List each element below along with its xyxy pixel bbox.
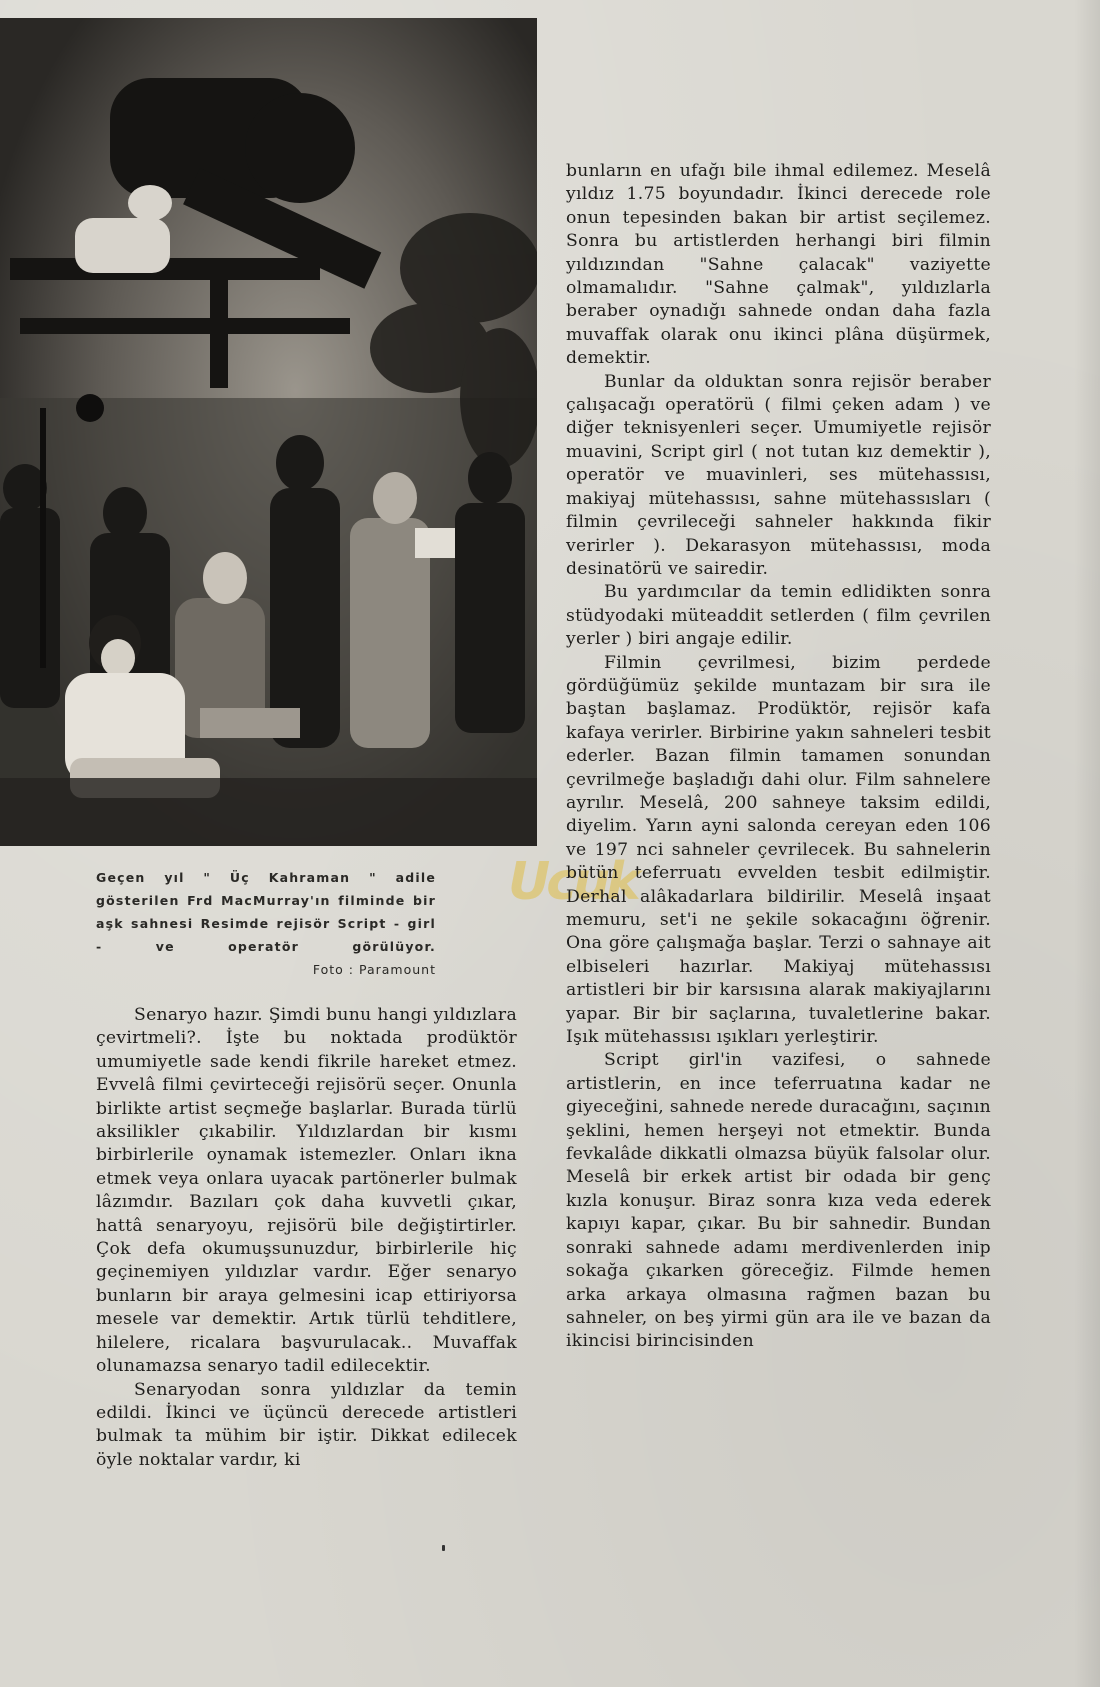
paragraph: Bu yardımcılar da temin edlidikten sonra stüdyodaki müteaddit setlerden ( film çevrilen yerler ) biri angaje edilir. <box>566 582 991 650</box>
paragraph: bunların en ufağı bile ihmal edilemez. Meselâ yıldız 1.75 boyundadır. İkinci derecede role onun tepesinden bakan bir artist seçilemez. Sonra bu artistlerden herhangi biri filmin yıldızından "Sahne çalacak" vaziyette olmamalıdır. "Sahne çalmak", yıldızlarla beraber oynadığı sahnede ondan daha fazla muvaffak olarak onu ikinci plâna düşürmek, demektir. <box>566 161 991 369</box>
photo-credit: Foto : Paramount <box>312 962 436 977</box>
film-set-photo <box>0 18 537 846</box>
article-right-column <box>566 160 991 1354</box>
paragraph: Senaryodan sonra yıldızlar da temin edildi. İkinci ve üçüncü derecede artistleri bulmak ta mühim bir iştir. Dikkat edilecek öyle noktalar vardır, ki <box>96 1379 517 1470</box>
paragraph: Filmin çevrilmesi, bizim perdede gördüğümüz şekilde muntazam bir sıra ile baştan başlamaz. Prodüktör, rejisör kafa kafaya verirler. Birbirine yakın sahneleri tesbit ederler. Bazan filmin tamamen sonundan çevrilmeğe başladığı dahi olur. Film sahnelere ayrılır. Meselâ, 200 sahneye taksim edildi, diyelim. Yarın ayni salonda cereyan eden 106 ve 197 nci sahneler çevrilecek. Bu sahnelerin bütün teferruatı evvelden tesbit edilmiştir. Derhal alâkadarlara bildirilir. Meselâ inşaat memuru, set'i ne şekile sokacağını öğrenir. Ona göre çalışmağa başlar. Terzi o sahnaye ait elbiseleri hazırlar. Makiyaj mütehassısı artistleri bir bir karsısına alarak makiyajlarını yapar. Bir bir saçlarına, tuvaletlerine bakar. Işık mütehassısı ışıkları yerleştirir. <box>566 652 991 1048</box>
paragraph: Bunlar da olduktan sonra rejisör beraber çalışacağı operatörü ( filmi çeken adam ) ve diğer teknisyenleri seçer. Umumiyetle rejisör muavini, Script girl ( not tutan kız demektir ), operatör ve muavinleri, ses mütehassısı, makiyaj mütehassısı, sahne mütehassısları ( filmin çevrileceği sahneler hakkında fikir verirler ). Dekarasyon mütehassısı, moda desinatörü ve sairedir. <box>566 371 991 579</box>
print-speck <box>442 1545 445 1551</box>
watermark-logo: Ucuk <box>508 852 637 912</box>
paragraph: Script girl'in vazifesi, o sahnede artistlerin, en ince teferruatına kadar ne giyeceğini, sahnede nerede duracağını, saçının şeklini, hemen herşeyi not etmektir. Bunda fevkalâde dikkatli olmazsa büyük falsolar olur. Meselâ bir erkek artist bir odada bir genç kızla konuşur. Biraz sonra kıza veda ederek kapıyı kapar, çıkar. Bu bir sahnedir. Bundan sonraki sahnede adamı merdivenlerden inip sokağa çıkarken göreceğiz. Filmde hemen arka arkaya olmasına rağmen bazan bu sahneler, on beş yirmi gün ara ile ve bazan da ikincisi birincisinden <box>566 1050 991 1352</box>
photo-caption <box>96 866 436 981</box>
caption-text: Geçen yıl " Üç Kahraman " adile gösterilen Frd MacMurray'ın filminde bir aşk sahnesi Resimde rejisör Script - girl - ve operatör görülüyor. <box>96 870 436 954</box>
article-left-column <box>96 1004 517 1472</box>
paragraph: Senaryo hazır. Şimdi bunu hangi yıldızlara çevirtmeli?. İşte bu noktada prodüktör umumiyetle sade kendi fikrile hareket etmez. Evvelâ filmi çevirteceği rejisörü seçer. Onunla birlikte artist seçmeğe başlarlar. Burada türlü aksilikler çıkabilir. Yıldızlardan bir kısmı birbirlerile oynamak istemezler. Onları ikna etmek veya onlara uyacak partönerler bulmak lâzımdır. Bazıları çok daha kuvvetli çıkar, hattâ senaryoyu, rejisörü bile değiştirtirler. Çok defa okumuşsunuzdur, birbirlerile hiç geçinemiyen yıldızlar vardır. Eğer senaryo bunların bir araya gelmesini icap ettiriyorsa mesele var demektir. Artık türlü tehditlere, hilelere, ricalara başvurulacak.. Muvaffak olunamazsa senaryo tadil edilecektir. <box>96 1005 517 1377</box>
page-edge-shadow <box>1074 0 1100 1687</box>
